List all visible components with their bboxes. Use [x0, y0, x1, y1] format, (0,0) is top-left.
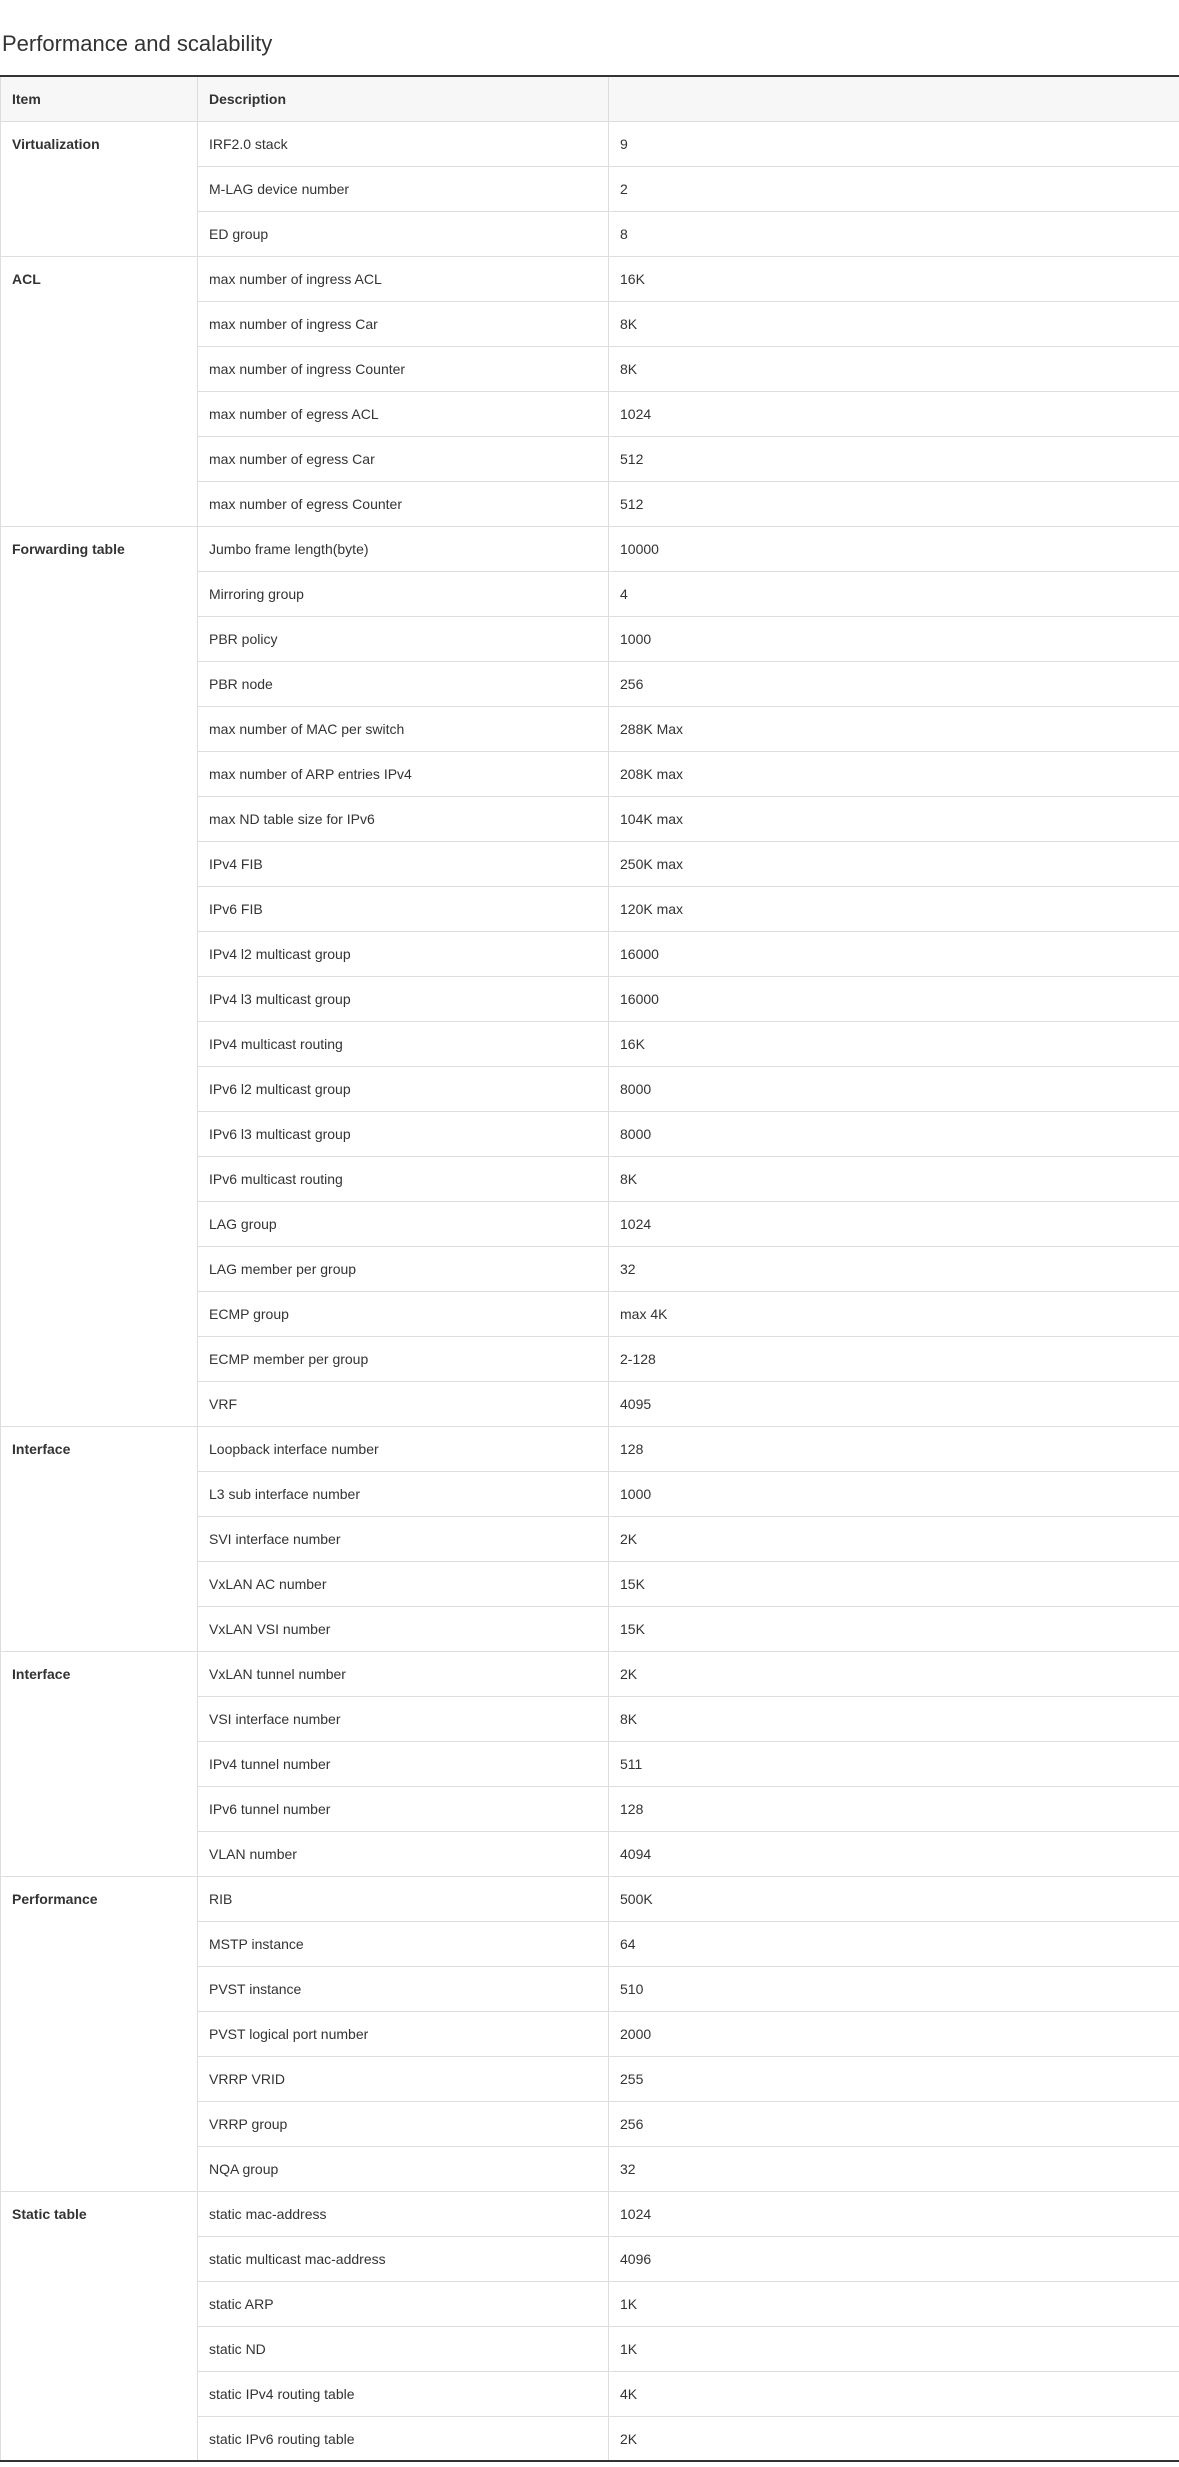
header-item: Item: [1, 76, 198, 121]
row-description: NQA group: [198, 2146, 609, 2191]
group-label: ACL: [1, 256, 198, 526]
row-value: 4096: [609, 2236, 1179, 2281]
row-value: 16000: [609, 976, 1179, 1021]
row-description: PVST instance: [198, 1966, 609, 2011]
row-value: 15K: [609, 1606, 1179, 1651]
group-label: Interface: [1, 1426, 198, 1651]
header-description: Description: [198, 76, 609, 121]
row-description: static ARP: [198, 2281, 609, 2326]
row-value: 4K: [609, 2371, 1179, 2416]
row-description: static IPv6 routing table: [198, 2416, 609, 2461]
row-description: max number of ARP entries IPv4: [198, 751, 609, 796]
row-description: max number of ingress ACL: [198, 256, 609, 301]
table-row: [1, 1426, 1179, 1471]
row-value: 8K: [609, 1156, 1179, 1201]
row-description: max number of ingress Car: [198, 301, 609, 346]
row-description: Loopback interface number: [198, 1426, 609, 1471]
row-description: Mirroring group: [198, 571, 609, 616]
row-description: IPv6 FIB: [198, 886, 609, 931]
row-value: 128: [609, 1426, 1179, 1471]
row-value: 16000: [609, 931, 1179, 976]
row-description: LAG group: [198, 1201, 609, 1246]
row-description: PBR policy: [198, 616, 609, 661]
row-description: VLAN number: [198, 1831, 609, 1876]
table-row: [1, 2191, 1179, 2236]
row-description: max ND table size for IPv6: [198, 796, 609, 841]
row-description: RIB: [198, 1876, 609, 1921]
row-description: VRRP VRID: [198, 2056, 609, 2101]
group-label: Forwarding table: [1, 526, 198, 1426]
row-value: 1024: [609, 391, 1179, 436]
row-value: 1K: [609, 2281, 1179, 2326]
row-value: max 4K: [609, 1291, 1179, 1336]
row-value: 1K: [609, 2326, 1179, 2371]
row-value: 2: [609, 166, 1179, 211]
row-description: IPv4 l2 multicast group: [198, 931, 609, 976]
table-body: [1, 121, 1179, 2461]
row-value: 2-128: [609, 1336, 1179, 1381]
row-description: PVST logical port number: [198, 2011, 609, 2056]
row-value: 16K: [609, 1021, 1179, 1066]
table-header-row: [1, 76, 1179, 121]
row-value: 288K Max: [609, 706, 1179, 751]
row-value: 2K: [609, 2416, 1179, 2461]
row-value: 8000: [609, 1111, 1179, 1156]
row-description: VxLAN tunnel number: [198, 1651, 609, 1696]
row-description: SVI interface number: [198, 1516, 609, 1561]
row-description: VSI interface number: [198, 1696, 609, 1741]
row-value: 16K: [609, 256, 1179, 301]
row-description: max number of ingress Counter: [198, 346, 609, 391]
row-value: 1024: [609, 2191, 1179, 2236]
group-label: Virtualization: [1, 121, 198, 256]
row-description: static ND: [198, 2326, 609, 2371]
row-value: 208K max: [609, 751, 1179, 796]
table-row: [1, 1651, 1179, 1696]
row-description: ECMP group: [198, 1291, 609, 1336]
row-value: 510: [609, 1966, 1179, 2011]
row-description: max number of egress Car: [198, 436, 609, 481]
row-description: ECMP member per group: [198, 1336, 609, 1381]
row-value: 1000: [609, 1471, 1179, 1516]
row-value: 128: [609, 1786, 1179, 1831]
row-value: 256: [609, 661, 1179, 706]
table-row: [1, 256, 1179, 301]
row-description: IPv6 l2 multicast group: [198, 1066, 609, 1111]
row-value: 4095: [609, 1381, 1179, 1426]
group-label: Static table: [1, 2191, 198, 2461]
row-value: 10000: [609, 526, 1179, 571]
row-value: 9: [609, 121, 1179, 166]
header-value: [609, 76, 1179, 121]
page-title: Performance and scalability: [2, 31, 273, 56]
row-description: M-LAG device number: [198, 166, 609, 211]
row-value: 8K: [609, 301, 1179, 346]
row-value: 2000: [609, 2011, 1179, 2056]
row-description: max number of egress Counter: [198, 481, 609, 526]
row-value: 2K: [609, 1651, 1179, 1696]
row-value: 512: [609, 481, 1179, 526]
row-description: IPv4 FIB: [198, 841, 609, 886]
row-value: 15K: [609, 1561, 1179, 1606]
row-value: 104K max: [609, 796, 1179, 841]
row-description: IPv6 tunnel number: [198, 1786, 609, 1831]
row-value: 1024: [609, 1201, 1179, 1246]
row-description: IPv4 tunnel number: [198, 1741, 609, 1786]
row-value: 8: [609, 211, 1179, 256]
performance-table: [0, 75, 1179, 2462]
group-label: Performance: [1, 1876, 198, 2191]
row-value: 250K max: [609, 841, 1179, 886]
row-description: PBR node: [198, 661, 609, 706]
row-description: VRF: [198, 1381, 609, 1426]
row-description: static multicast mac-address: [198, 2236, 609, 2281]
row-description: Jumbo frame length(byte): [198, 526, 609, 571]
row-value: 8000: [609, 1066, 1179, 1111]
row-value: 512: [609, 436, 1179, 481]
row-description: VxLAN AC number: [198, 1561, 609, 1606]
row-description: MSTP instance: [198, 1921, 609, 1966]
table-row: [1, 526, 1179, 571]
row-description: max number of MAC per switch: [198, 706, 609, 751]
row-value: 256: [609, 2101, 1179, 2146]
row-description: IRF2.0 stack: [198, 121, 609, 166]
row-value: 8K: [609, 346, 1179, 391]
row-description: IPv6 l3 multicast group: [198, 1111, 609, 1156]
row-description: LAG member per group: [198, 1246, 609, 1291]
row-value: 32: [609, 1246, 1179, 1291]
group-label: Interface: [1, 1651, 198, 1876]
table-row: [1, 1876, 1179, 1921]
row-description: static mac-address: [198, 2191, 609, 2236]
row-value: 4: [609, 571, 1179, 616]
row-description: VxLAN VSI number: [198, 1606, 609, 1651]
row-value: 32: [609, 2146, 1179, 2191]
row-description: IPv4 multicast routing: [198, 1021, 609, 1066]
row-value: 120K max: [609, 886, 1179, 931]
row-description: L3 sub interface number: [198, 1471, 609, 1516]
row-value: 1000: [609, 616, 1179, 661]
row-value: 500K: [609, 1876, 1179, 1921]
row-description: VRRP group: [198, 2101, 609, 2146]
row-value: 511: [609, 1741, 1179, 1786]
row-value: 4094: [609, 1831, 1179, 1876]
row-value: 64: [609, 1921, 1179, 1966]
row-description: IPv4 l3 multicast group: [198, 976, 609, 1021]
table-row: [1, 121, 1179, 166]
row-value: 255: [609, 2056, 1179, 2101]
row-value: 2K: [609, 1516, 1179, 1561]
row-description: IPv6 multicast routing: [198, 1156, 609, 1201]
row-value: 8K: [609, 1696, 1179, 1741]
row-description: max number of egress ACL: [198, 391, 609, 436]
row-description: ED group: [198, 211, 609, 256]
row-description: static IPv4 routing table: [198, 2371, 609, 2416]
